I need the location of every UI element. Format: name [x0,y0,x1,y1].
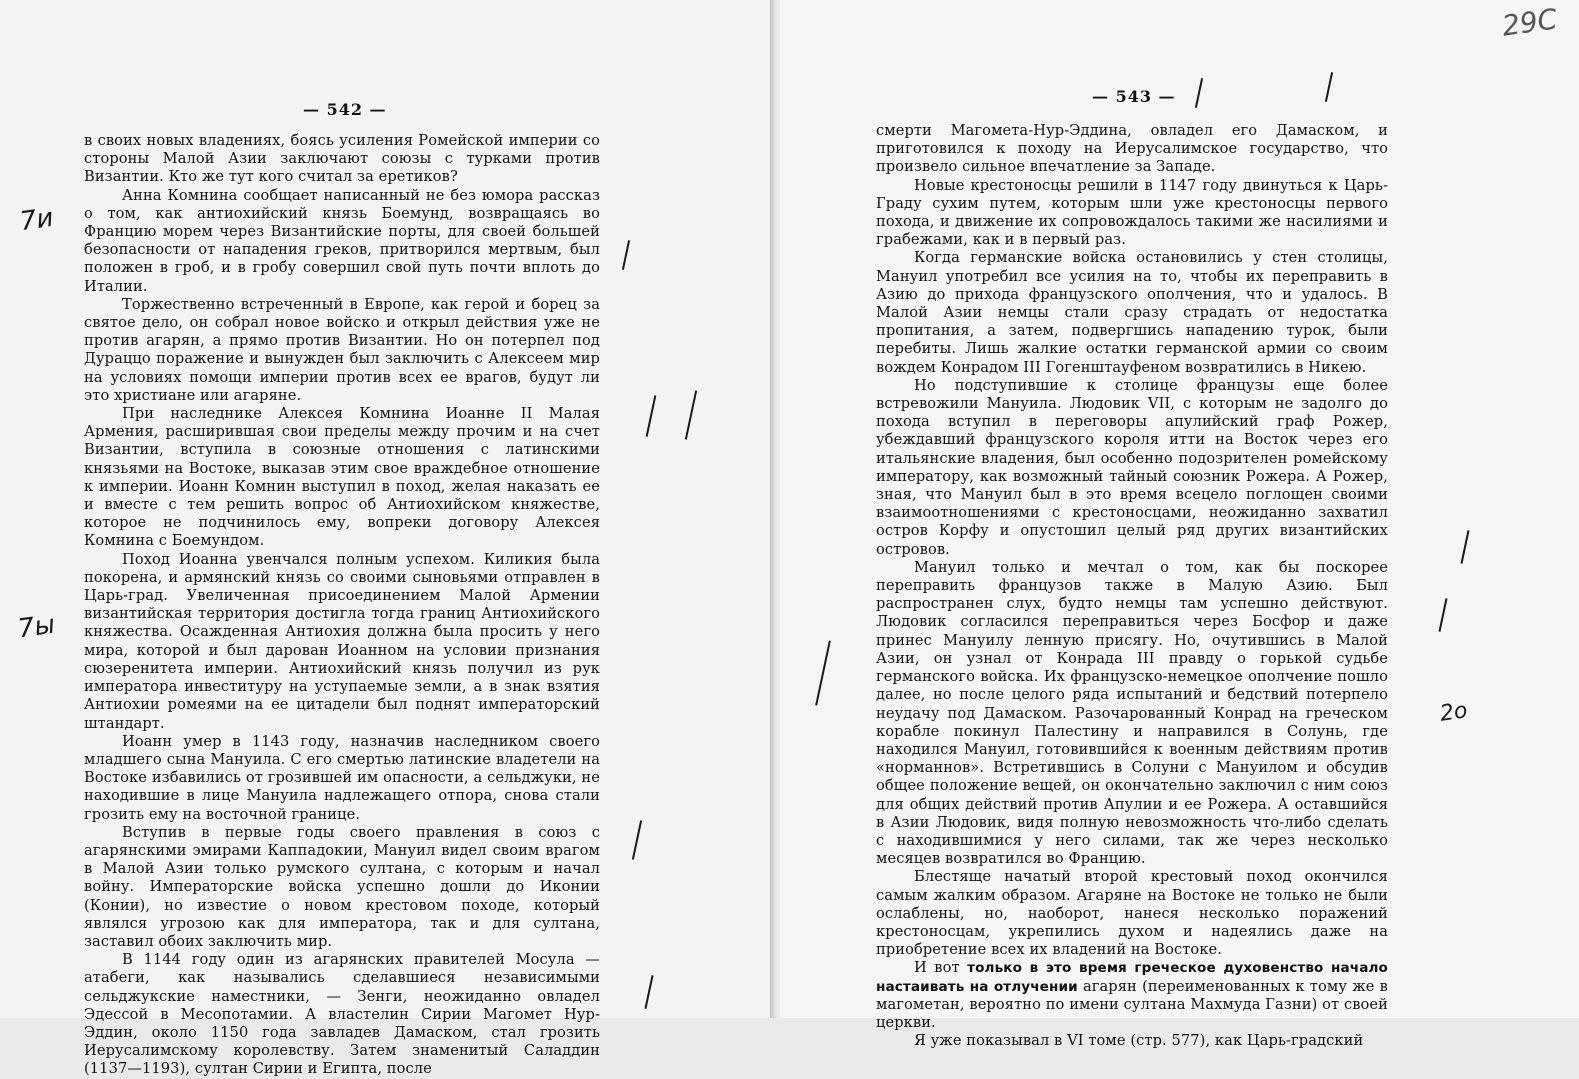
left-paragraph-5: Поход Иоанна увенчался полным успехом. Киликия была покорена, и армянский князь со своими сыновьями отправлен в Царь-град. Увеличенная присоединением Малой Армении византийская территория достигла тогда границ Антиохийского княжества. Осажденная Антиохия должна была просить у него мира, которой и был дарован Иоанном на условии признания сюзеренитета империи. Антиохийский князь получил из рук императора инвеституру на уступаемые земли, а в знак взятия Антиохии ромеями на ее цитадели был поднят императорский штандарт. [84,550,600,732]
right-paragraph-6: Блестяще начатый второй крестовый поход окончился самым жалким образом. Агаряне на Востоке не только не были ослаблены, но, наоборот, нанеся несколько поражений крестоносцам, укрепились духом и надеялись даже на приобретение всех их владений на Востоке. [876,868,1388,959]
right-paragraph-5: Мануил только и мечтал о том, как бы поскорее переправить французов также в Малую Азию. Был распространен слух, будто немцы там успешно действуют. Людовик согласился переправиться через Босфор и даже принес Мануилу ленную присягу. Но, очутившись в Малой Азии, он узнал от Конрада III правду о горькой судьбе германского войска. Их французско-немецкое ополчение пошло далее, но после целого ряда испытаний и бедствий потерпело неудачу под Дамаском. Разочарованный Конрад на греческом корабле покинул Палестину и направился в Солунь, где находился Мануил, готовившийся к военным действиям против «норманнов». Встретившись в Солуни с Мануилом и обсудив общее положение вещей, он окончательно заключил с ним союз для общих действий против Апулии и ее Рожера. А оставшийся в Азии Людовик, видя полную невозможность что-либо сделать с находившимися у него силами, так же через несколько месяцев возвратился во Францию. [876,558,1388,868]
right-page-number: — 543 — [1092,87,1176,106]
bold-paragraph-rest: агарян (переименованных к тому же в магометан, вероятно по имени султана Махмуда Газни) от своей церкви. [876,977,1388,1031]
margin-tick-mark [1438,598,1447,632]
left-page-number: — 542 — [303,100,387,119]
left-paragraph-1: в своих новых владениях, боясь усиления Ромейской империи со стороны Малой Азии заключают союзы с турками против Византии. Кто же тут кого считал за еретиков? [84,132,600,186]
left-margin-note-1: 7и [18,202,56,238]
left-paragraph-3: Торжественно встреченный в Европе, как герой и борец за святое дело, он собрал новое войско и открыл действия уже не против агарян, а прямо против Византии. Но он потерпел под Дураццо поражение и вынужден был заключить с Алексеем мир на условиях помощи империи против всех ее врагов, будут ли это христиане или агаряне. [84,295,600,404]
bold-paragraph-emphasis: только в это время греческое духовенство начало настаивать на отлучении [876,960,1388,995]
left-paragraph-2: Анна Комнина сообщает написанный не без юмора рассказ о том, как антиохийский князь Боемунд, возвращаясь во Францию морем через Византийские порты, для своей большей безопасности от нападения греков, притворился мертвым, был положен в гроб, и в гробу совершил свой путь почти вплоть до Италии. [84,186,600,295]
margin-tick-mark [646,395,657,436]
right-paragraph-4: Но подступившие к столице французы еще более встревожили Мануила. Людовик VII, с которым не задолго до похода вступил в переговоры апулийский граф Рожер, убеждавший французского короля итти на Восток через его итальянские владения, был особенно подозрителен ромейскому императору, как возможный тайный союзник Рожера. А Рожер, зная, что Мануил был в это время всецело поглощен своими взаимоотношениями с крестоносцами, неожиданно захватил остров Корфу и опустошил целый ряд других византийских островов. [876,376,1388,558]
right-paragraph-3: Когда германские войска остановились у стен столицы, Мануил употребил все усилия на то, чтобы их переправить в Азию до прихода французского ополчения, что и удалось. В Малой Азии немцы стали сразу страдать от недостатка пропитания, а затем, подвергшись нападению турок, были перебиты. Лишь жалкие остатки германской армии со своим вождем Конрадом III Гогенштауфеном возвратились в Никею. [876,249,1388,376]
left-paragraph-6: Иоанн умер в 1143 году, назначив наследником своего младшего сына Мануила. С его смертью латинские владетели на Востоке избавились от грозившей им опасности, а сельджуки, не находившие в лице Мануила надлежащего отпора, снова стали грозить ему на восточной границе. [84,732,600,823]
top-right-handwritten-number: 29С [1499,2,1560,43]
margin-tick-mark [685,390,697,439]
right-margin-note: 2о [1438,698,1470,727]
left-text-column [84,132,600,1079]
margin-tick-mark [815,641,831,706]
margin-tick-mark [1195,78,1203,108]
left-paragraph-7: Вступив в первые годы своего правления в союз с агарянскими эмирами Каппадокии, Мануил видел своим врагом в Малой Азии только румского султана, с которым и начал войну. Императорские войска успешно дошли до Иконии (Конии), но известие о новом крестовом походе, который являлся угрозою как для императора, так и для султана, заставил обоих заключить мир. [84,823,600,950]
right-paragraph-2: Новые крестоносцы решили в 1147 году двинуться к Царь-Граду сухим путем, которым шли уже крестоносцы первого похода, и движение их сопровождалось такими же насилиями и грабежами, как и в первый раз. [876,176,1388,249]
left-margin-note-2: 7ы [16,609,57,645]
left-paragraph-8: В 1144 году один из агарянских правителей Мосула — атабеги, как назывались сделавшиеся независимыми сельджукские наместники, — Зенги, неожиданно овладел Эдессой в Месопотамии. А властелин Сирии Магомет Нур-Эддин, около 1150 года завладев Дамаском, стал грозить Иерусалимскому королевству. Затем знаменитый Саладдин (1137—1193), султан Сирии и Египта, после [84,951,600,1078]
margin-tick-mark [622,240,630,270]
margin-tick-mark [644,975,653,1009]
margin-tick-mark [632,820,642,860]
right-paragraph-last: Я уже показывал в VI томе (стр. 577), как Царь-градский [914,1032,1364,1050]
right-page [780,0,1579,1050]
margin-tick-mark [1460,530,1469,564]
bold-paragraph-lead: И вот [914,959,968,977]
margin-tick-mark [1325,72,1333,102]
right-paragraph-1: смерти Магомета-Нур-Эддина, овладел его Дамаском, и приготовился к походу на Иерусалимское государство, что произвело сильное впечатление за Западе. [876,122,1388,176]
left-page [0,0,772,1078]
right-text-column [876,122,1388,1050]
right-bold-paragraph [876,959,1388,1032]
left-paragraph-4: При наследнике Алексея Комнина Иоанне II Малая Армения, расширившая свои пределы между прочим и на счет Византии, вступила в союзные отношения с латинскими князьями на Востоке, выказав этим свое враждебное отношение к империи. Иоанн Комнин выступил в поход, желая наказать ее и вместе с тем решить вопрос об Антиохийском княжестве, которое не подчинилось ему, вопреки договору Алексея Комнина с Боемундом. [84,405,600,550]
